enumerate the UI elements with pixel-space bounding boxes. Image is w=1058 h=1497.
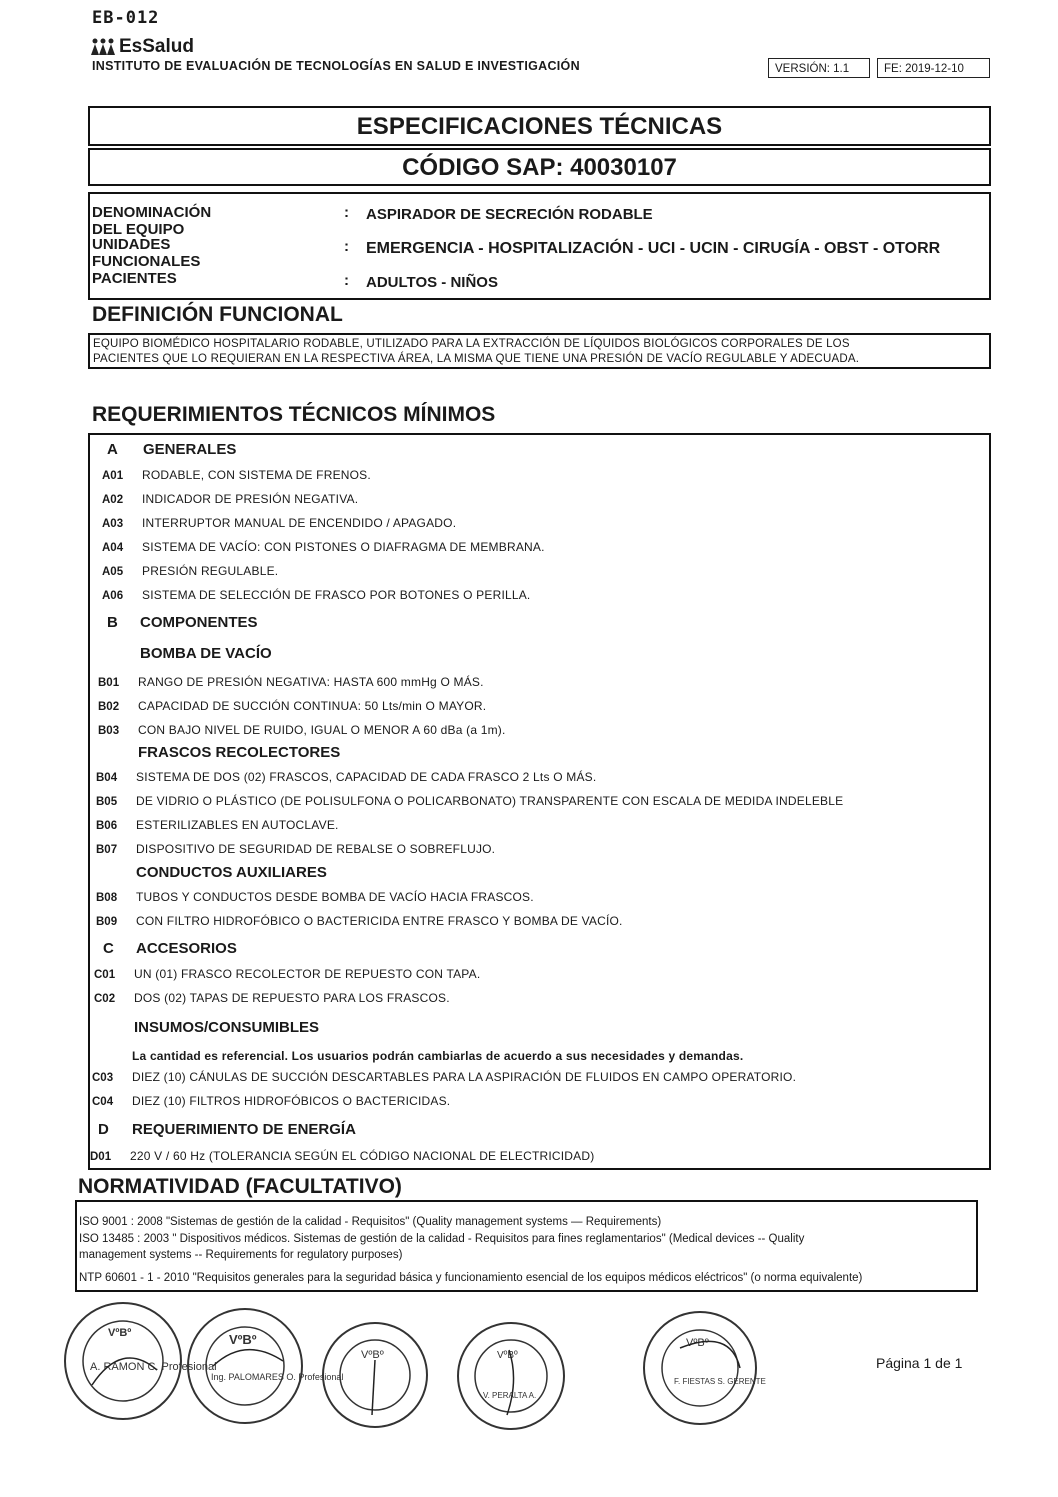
group-heading: ACCESORIOS <box>136 940 237 957</box>
req-text: INTERRUPTOR MANUAL DE ENCENDIDO / APAGADO. <box>142 516 457 530</box>
standard-line: NTP 60601 - 1 - 2010 "Requisitos generales para la seguridad básica y funcionamiento esencial de los equipos médicos eléctricos" (o norma equivalente) <box>79 1272 863 1284</box>
info-value: ADULTOS - NIÑOS <box>366 274 498 291</box>
req-text: RANGO DE PRESIÓN NEGATIVA: HASTA 600 mmHg O MÁS. <box>138 675 484 689</box>
req-code: A03 <box>102 518 124 530</box>
req-text: RODABLE, CON SISTEMA DE FRENOS. <box>142 468 371 482</box>
req-text: TUBOS Y CONDUCTOS DESDE BOMBA DE VACÍO HACIA FRASCOS. <box>136 890 534 904</box>
group-letter: B <box>107 614 118 631</box>
info-colon: : <box>344 272 349 289</box>
svg-text:VºBº: VºBº <box>686 1337 709 1349</box>
section-title-requerimientos: REQUERIMIENTOS TÉCNICOS MÍNIMOS <box>92 403 496 426</box>
definition-line: PACIENTES QUE LO REQUIERAN EN LA RESPECTIVA ÁREA, LA MISMA QUE TIENE UNA PRESIÓN DE VACÍO REGULABLE Y ADECUADA. <box>93 353 860 365</box>
req-code: A05 <box>102 566 124 578</box>
seal-signer: Ing. PALOMARES O. Profesional <box>211 1372 344 1382</box>
req-code: C02 <box>94 993 116 1005</box>
req-code: A04 <box>102 542 124 554</box>
req-text: SISTEMA DE VACÍO: CON PISTONES O DIAFRAGMA DE MEMBRANA. <box>142 540 545 554</box>
req-code: C01 <box>94 969 116 981</box>
req-text: SISTEMA DE SELECCIÓN DE FRASCO POR BOTONES O PERILLA. <box>142 588 531 602</box>
req-code: B08 <box>96 892 118 904</box>
req-text: UN (01) FRASCO RECOLECTOR DE REPUESTO CON TAPA. <box>134 967 481 981</box>
info-colon: : <box>344 238 349 255</box>
req-code: B06 <box>96 820 118 832</box>
svg-text:VºBº: VºBº <box>108 1327 132 1339</box>
group-heading: REQUERIMIENTO DE ENERGÍA <box>132 1121 356 1138</box>
standards-box <box>75 1200 978 1292</box>
req-text: CAPACIDAD DE SUCCIÓN CONTINUA: 50 Lts/min O MAYOR. <box>138 699 487 713</box>
svg-text:VºBº: VºBº <box>229 1332 257 1347</box>
section-title-definicion: DEFINICIÓN FUNCIONAL <box>92 303 343 326</box>
seal-signer: V. PERALTA A. <box>483 1391 537 1400</box>
approval-seal-5 <box>640 1308 766 1428</box>
seal-signer: A. RAMON C. Profesional <box>90 1361 217 1373</box>
req-text: DISPOSITIVO DE SEGURIDAD DE REBALSE O SOBREFLUJO. <box>136 842 496 856</box>
info-value: EMERGENCIA - HOSPITALIZACIÓN - UCI - UCIN - CIRUGÍA - OBST - OTORR <box>366 240 941 257</box>
approval-seal-3 <box>320 1320 430 1430</box>
subgroup-heading: INSUMOS/CONSUMIBLES <box>134 1019 320 1036</box>
req-code: D01 <box>90 1151 112 1163</box>
subgroup-heading: CONDUCTOS AUXILIARES <box>136 864 327 881</box>
req-text: 220 V / 60 Hz (TOLERANCIA SEGÚN EL CÓDIGO NACIONAL DE ELECTRICIDAD) <box>130 1149 595 1163</box>
sap-code: CÓDIGO SAP: 40030107 <box>88 148 991 186</box>
group-letter: D <box>98 1121 109 1138</box>
req-text: DOS (02) TAPAS DE REPUESTO PARA LOS FRASCOS. <box>134 991 450 1005</box>
standard-line: ISO 9001 : 2008 "Sistemas de gestión de la calidad - Requisitos" (Quality management systems — Requirements) <box>79 1216 662 1228</box>
definition-line: EQUIPO BIOMÉDICO HOSPITALARIO RODABLE, UTILIZADO PARA LA EXTRACCIÓN DE LÍQUIDOS BIOLÓGICOS CORPORALES DE LOS <box>93 338 850 350</box>
info-label: PACIENTES <box>92 270 177 287</box>
seal-signer: F. FIESTAS S. GERENTE <box>674 1377 766 1386</box>
subgroup-heading: FRASCOS RECOLECTORES <box>138 744 341 761</box>
info-label: UNIDADES FUNCIONALES <box>92 236 201 270</box>
req-text: CON BAJO NIVEL DE RUIDO, IGUAL O MENOR A 60 dBa (a 1m). <box>138 723 506 737</box>
req-text: CON FILTRO HIDROFÓBICO O BACTERICIDA ENTRE FRASCO Y BOMBA DE VACÍO. <box>136 914 623 928</box>
info-label: DENOMINACIÓN DEL EQUIPO <box>92 204 212 238</box>
req-text: DE VIDRIO O PLÁSTICO (DE POLISULFONA O POLICARBONATO) TRANSPARENTE CON ESCALA DE MEDIDA INDELEBLE <box>136 794 844 808</box>
req-code: B03 <box>98 725 120 737</box>
req-text: DIEZ (10) CÁNULAS DE SUCCIÓN DESCARTABLES PARA LA ASPIRACIÓN DE FLUIDOS EN CAMPO OPERATORIO. <box>132 1070 797 1084</box>
people-icon <box>90 38 116 56</box>
requirements-box <box>88 433 991 1170</box>
req-code: A06 <box>102 590 124 602</box>
req-text: SISTEMA DE DOS (02) FRASCOS, CAPACIDAD DE CADA FRASCO 2 Lts O MÁS. <box>136 770 597 784</box>
section-title-normatividad: NORMATIVIDAD (FACULTATIVO) <box>78 1175 402 1198</box>
standard-line: management systems -- Requirements for regulatory purposes) <box>79 1249 403 1261</box>
group-letter: A <box>107 441 118 458</box>
approval-seal-2 <box>185 1306 344 1426</box>
group-letter: C <box>103 940 114 957</box>
version-box: VERSIÓN: 1.1 <box>768 58 870 78</box>
req-text: ESTERILIZABLES EN AUTOCLAVE. <box>136 818 339 832</box>
group-heading: GENERALES <box>143 441 237 458</box>
req-text: INDICADOR DE PRESIÓN NEGATIVA. <box>142 492 359 506</box>
req-code: A02 <box>102 494 124 506</box>
page-number: Página 1 de 1 <box>876 1355 963 1371</box>
date-box: FE: 2019-12-10 <box>877 58 990 78</box>
svg-text:VºBº: VºBº <box>361 1349 384 1361</box>
approval-seal-4 <box>455 1320 567 1432</box>
document-title: ESPECIFICACIONES TÉCNICAS <box>88 106 991 146</box>
info-colon: : <box>344 204 349 221</box>
req-code: A01 <box>102 470 124 482</box>
approval-seal-1 <box>62 1300 217 1422</box>
req-code: B05 <box>96 796 118 808</box>
req-text: DIEZ (10) FILTROS HIDROFÓBICOS O BACTERICIDAS. <box>132 1094 451 1108</box>
req-code: C04 <box>92 1096 114 1108</box>
subgroup-heading: BOMBA DE VACÍO <box>140 645 272 662</box>
group-heading: COMPONENTES <box>140 614 258 631</box>
essalud-logo <box>90 36 194 58</box>
req-code: B04 <box>96 772 118 784</box>
equipment-info-box <box>88 192 991 300</box>
req-code: C03 <box>92 1072 114 1084</box>
insumos-note: La cantidad es referencial. Los usuarios podrán cambiarlas de acuerdo a sus necesidades y demandas. <box>132 1049 744 1063</box>
req-text: PRESIÓN REGULABLE. <box>142 564 279 578</box>
req-code: B09 <box>96 916 118 928</box>
svg-text:VºBº: VºBº <box>497 1350 518 1361</box>
req-code: B02 <box>98 701 120 713</box>
document-code: EB-012 <box>92 8 160 28</box>
req-code: B07 <box>96 844 118 856</box>
definition-box <box>88 333 991 369</box>
req-code: B01 <box>98 677 120 689</box>
institute-name: INSTITUTO DE EVALUACIÓN DE TECNOLOGÍAS EN SALUD E INVESTIGACIÓN <box>92 59 580 73</box>
logo-text: EsSalud <box>119 36 194 57</box>
info-value: ASPIRADOR DE SECRECIÓN RODABLE <box>366 206 653 223</box>
standard-line: ISO 13485 : 2003 " Dispositivos médicos. Sistemas de gestión de la calidad - Requisitos para fines reglamentarios" (Medical devices -- Quality <box>79 1233 805 1245</box>
